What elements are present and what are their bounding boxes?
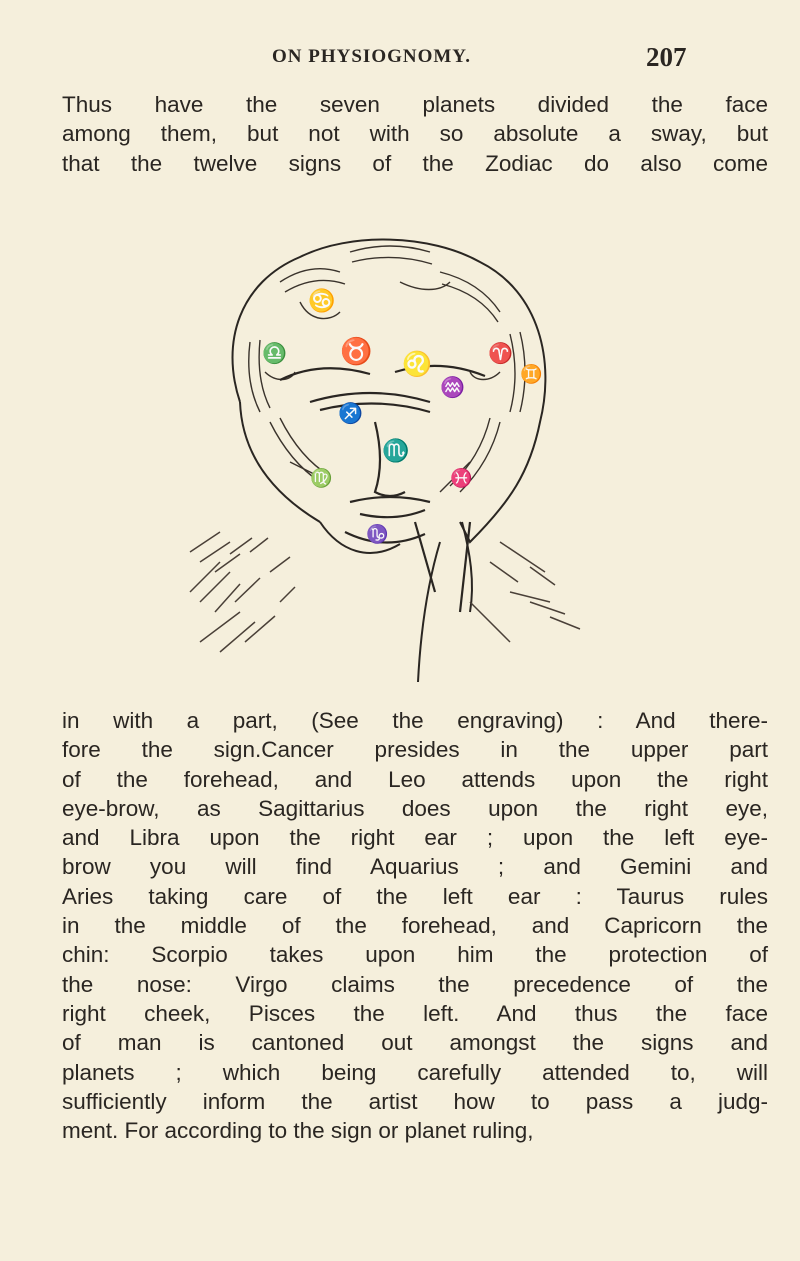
leo-sign: ♌ [402,349,432,378]
text-line: and Libra upon the right ear ; upon the left eye- [62,825,768,851]
libra-sign: ♎ [262,341,287,365]
text-line: eye-brow, as Sagittarius does upon the right eye, [62,795,768,821]
taurus-sign: ♉ [340,337,373,367]
text-line: that the twelve signs of the Zodiac do also come [62,150,768,176]
text-line: in the middle of the forehead, and Capricorn the [62,913,768,939]
engraving-figure [170,222,610,694]
head-engraving [170,222,610,694]
text-line: sufficiently inform the artist how to pass a judg- [62,1088,768,1114]
running-head [0,42,800,72]
text-line: fore the sign.Cancer presides in the upper part [62,737,768,763]
text-line: Thus have the seven planets divided the face [62,92,768,117]
paragraph-bottom [62,706,768,1145]
text-line: right cheek, Pisces the left. And thus the face [62,1000,768,1026]
aquarius-sign: ♒ [440,375,465,399]
text-line: ment. For according to the sign or planet ruling, [62,1118,534,1144]
mouth [350,497,430,502]
page-number: 207 [646,42,687,72]
paragraph-top [62,90,768,178]
text-line: Aries taking care of the left ear : Taurus rules [62,883,768,909]
neck-right [415,522,435,592]
scorpio-sign: ♏ [382,438,410,464]
text-line: of man is cantoned out amongst the signs and [62,1030,768,1056]
aries-sign: ♈ [488,341,513,365]
virgo-sign: ♍ [310,468,333,489]
sagittarius-sign: ♐ [338,401,363,425]
text-line: brow you will find Aquarius ; and Gemini and [62,854,768,880]
cancer-sign: ♋ [308,288,336,314]
text-line: among them, but not with so absolute a sway, but [62,121,768,147]
text-line: of the forehead, and Leo attends upon the right [62,766,768,792]
running-head-title: ON PHYSIOGNOMY. [272,46,472,67]
text-line: the nose: Virgo claims the precedence of the [62,971,768,997]
text-line: planets ; which being carefully attended to, will [62,1059,768,1085]
text-line: in with a part, (See the engraving) : And there- [62,708,768,733]
gemini-sign: ♊ [520,364,543,385]
capricorn-sign: ♑ [366,524,389,545]
text-line: chin: Scorpio takes upon him the protection of [62,942,768,968]
pisces-sign: ♓ [450,468,473,489]
right-eyebrow [280,368,370,380]
forehead-lines [310,393,430,402]
